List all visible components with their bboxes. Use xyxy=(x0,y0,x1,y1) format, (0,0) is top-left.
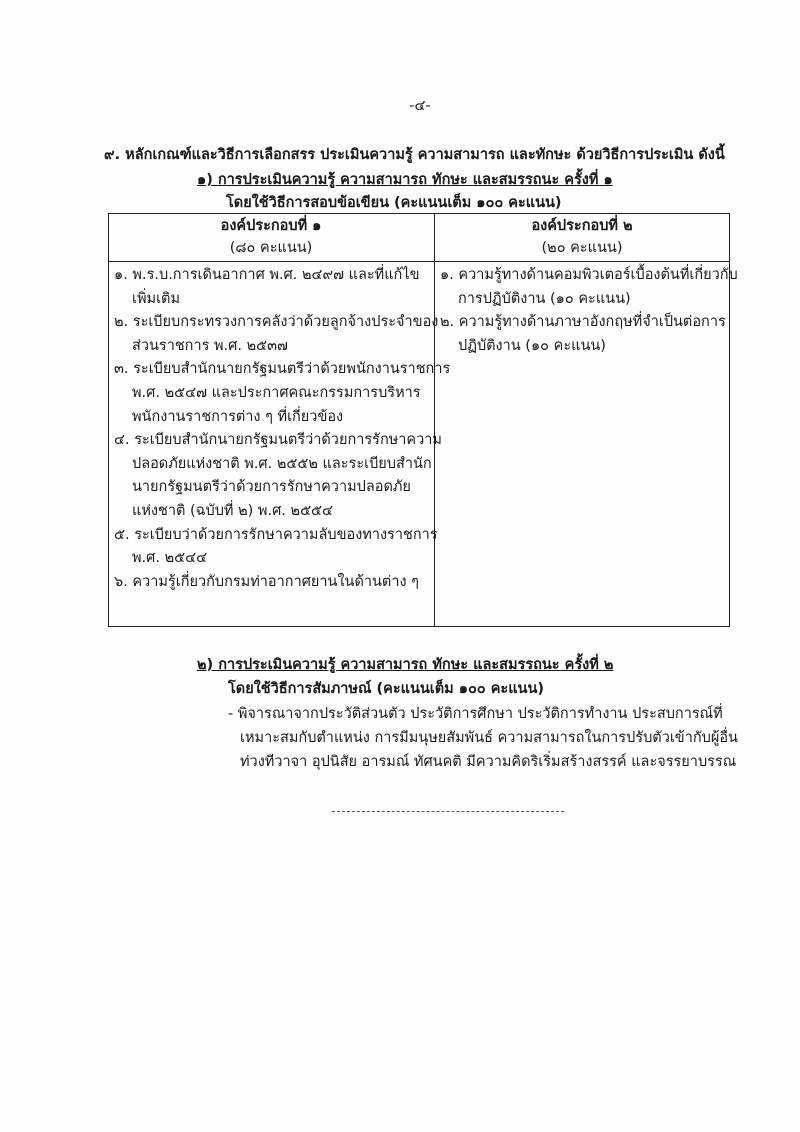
col1-line: พ.ศ. ๒๕๔๔ xyxy=(132,550,208,567)
col2-header: องค์ประกอบที่ ๒ xyxy=(531,218,633,234)
col1-line: ๓. ระเบียบสำนักนายกรัฐมนตรีว่าด้วยพนักงานราชการ xyxy=(114,361,451,378)
col1-score: (๘๐ คะแนน) xyxy=(229,240,313,256)
col2-line: ๒. ความรู้ทางด้านภาษาอังกฤษที่จำเป็นต่อการ xyxy=(440,314,726,331)
col1-header: องค์ประกอบที่ ๑ xyxy=(220,218,322,234)
header-divider xyxy=(109,261,729,262)
section2-line: เหมาะสมกับตำแหน่ง การมีมนุษยสัมพันธ์ ความสามารถในการปรับตัวเข้ากับผู้อื่น xyxy=(240,730,738,746)
section1-title: ๑) การประเมินความรู้ ความสามารถ ทักษะ และสมรรถนะ ครั้งที่ ๑ xyxy=(197,172,613,188)
col1-line: ส่วนราชการ พ.ศ. ๒๕๓๗ xyxy=(132,337,288,354)
col1-line: แห่งชาติ (ฉบับที่ ๒) พ.ศ. ๒๕๕๔ xyxy=(132,503,333,519)
section-heading: ๙. หลักเกณฑ์และวิธีการเลือกสรร ประเมินความรู้ ความสามารถ และทักษะ ด้วยวิธีการประเมิน ดังนี้ xyxy=(104,147,725,163)
col2-line: การปฏิบัติงาน (๑๐ คะแนน) xyxy=(458,290,631,307)
col1-line: พนักงานราชการต่าง ๆ ที่เกี่ยวข้อง xyxy=(132,408,344,425)
column-divider xyxy=(434,214,435,626)
section2-title: ๒) การประเมินความรู้ ความสามารถ ทักษะ และสมรรถนะ ครั้งที่ ๒ xyxy=(197,657,614,673)
col1-line: ๖. ความรู้เกี่ยวกับกรมท่าอากาศยานในด้านต่าง ๆ xyxy=(114,573,419,590)
col1-line: ๕. ระเบียบว่าด้วยการรักษาความลับของทางราชการ xyxy=(114,526,438,543)
section2-line: ท่วงทีวาจา อุปนิสัย อารมณ์ ทัศนคติ มีความคิดริเริ่มสร้างสรรค์ และจรรยาบรรณ xyxy=(240,754,737,770)
col1-line: ปลอดภัยแห่งชาติ พ.ศ. ๒๕๕๒ และระเบียบสำนัก xyxy=(132,455,432,472)
col1-line: เพิ่มเติม xyxy=(132,290,181,307)
col2-line: ปฏิบัติงาน (๑๐ คะแนน) xyxy=(458,337,606,354)
col2-score: (๒๐ คะแนน) xyxy=(541,240,623,256)
col2-line: ๑. ความรู้ทางด้านคอมพิวเตอร์เบื้องต้นที่เกี่ยวกับ xyxy=(440,267,738,283)
section1-subtitle: โดยใช้วิธีการสอบข้อเขียน (คะแนนเต็ม ๑๐๐ คะแนน) xyxy=(226,195,562,211)
section2-subtitle: โดยใช้วิธีการสัมภาษณ์ (คะแนนเต็ม ๑๐๐ คะแนน) xyxy=(228,681,544,697)
col1-line: พ.ศ. ๒๕๔๗ และประกาศคณะกรรมการบริหาร xyxy=(132,385,421,401)
page-number: -๔- xyxy=(409,98,431,114)
col1-line: ๑. พ.ร.บ.การเดินอากาศ พ.ศ. ๒๔๙๗ และที่แก้ไข xyxy=(114,267,420,283)
col1-line: ๔. ระเบียบสำนักนายกรัฐมนตรีว่าด้วยการรักษาความ xyxy=(114,432,442,449)
col1-line: ๒. ระเบียบกระทรวงการคลังว่าด้วยลูกจ้างประจำของ xyxy=(114,314,439,331)
col1-line: นายกรัฐมนตรีว่าด้วยการรักษาความปลอดภัย xyxy=(132,479,411,496)
end-dashed-line xyxy=(332,811,564,812)
section2-line: - พิจารณาจากประวัติส่วนตัว ประวัติการศึกษา ประวัติการทำงาน ประสบการณ์ที่ xyxy=(228,706,723,722)
